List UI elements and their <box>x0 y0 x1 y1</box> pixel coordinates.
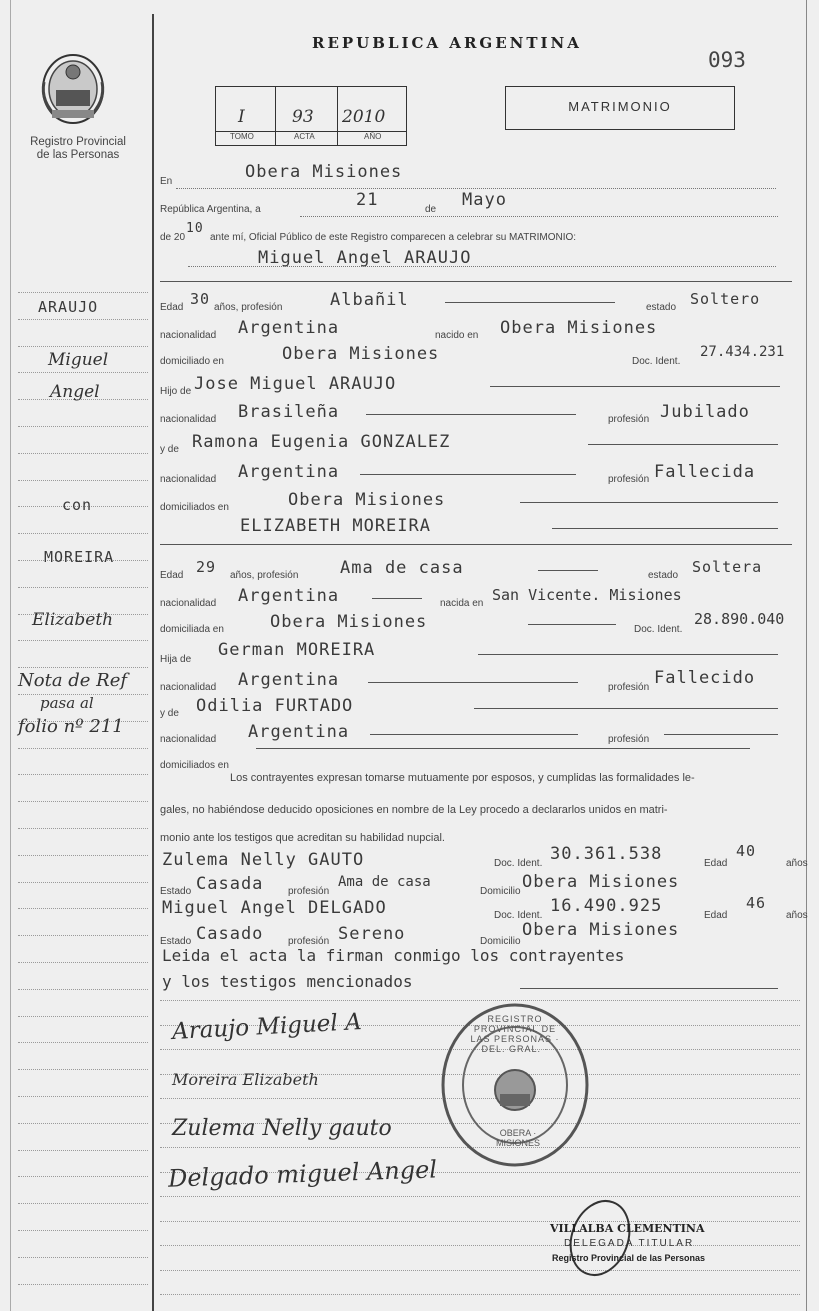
groom-profesion: Albañil <box>330 290 409 310</box>
bride-yde-label: y de <box>160 708 179 719</box>
intro-text: ante mí, Oficial Público de este Registro comparecen a celebrar su MATRIMONIO: <box>210 232 577 243</box>
witness1-name: Zulema Nelly GAUTO <box>162 850 365 870</box>
bride-madre-nac: Argentina <box>248 722 350 742</box>
margin-rule-line <box>18 774 148 775</box>
witness1-prof-label: profesión <box>288 886 330 897</box>
margin-rule-line <box>18 935 148 936</box>
margin-bride-given: Elizabeth <box>32 610 114 630</box>
witness1-doc: 30.361.538 <box>550 844 663 864</box>
groom-estado: Soltero <box>690 290 761 308</box>
body-rule-line <box>160 1294 800 1295</box>
margin-note-2: pasa al <box>40 694 94 712</box>
margin-rule-line <box>18 962 148 963</box>
month-value: Mayo <box>462 190 507 210</box>
bride-padre-prof-label: profesión <box>608 682 650 693</box>
certificate-type-box <box>505 86 735 130</box>
witness2-estado-label: Estado <box>160 936 192 947</box>
margin-rule-line <box>18 748 148 749</box>
groom-yde-label: y de <box>160 444 179 455</box>
bride-anos-prof-label: años, profesión <box>230 570 299 581</box>
day-value: 21 <box>356 190 379 210</box>
witness2-prof-label: profesión <box>288 936 330 947</box>
margin-rule-line <box>18 1284 148 1285</box>
bride-padre-prof: Fallecido <box>654 668 756 688</box>
acta-value: 93 <box>292 107 314 127</box>
anio-value: 2010 <box>342 107 386 127</box>
bride-nacida-label: nacida en <box>440 598 484 609</box>
witness1-doc-label: Doc. Ident. <box>494 858 543 869</box>
witness2-edad: 46 <box>746 894 767 912</box>
certificate-type: MATRIMONIO <box>568 99 672 114</box>
margin-groom-given2: Angel <box>50 382 100 402</box>
margin-rule-line <box>18 989 148 990</box>
center-divider <box>152 14 154 1311</box>
seal-inner-text: OBERA · MISIONES <box>495 1128 540 1148</box>
bride-doc: 28.890.040 <box>694 610 785 628</box>
margin-rule-line <box>18 1069 148 1070</box>
groom-nacionalidad: Argentina <box>238 318 340 338</box>
bride-padre: German MOREIRA <box>218 640 376 660</box>
bride-madre-nac-label: nacionalidad <box>160 734 217 745</box>
margin-rule-line <box>18 1096 148 1097</box>
right-border <box>806 0 807 1311</box>
bride-edad-label: Edad <box>160 570 184 581</box>
witness2-edad-label: Edad <box>704 910 728 921</box>
bride-doms-label: domiciliados en <box>160 760 229 771</box>
seal-text: REGISTRO PROVINCIAL DE LAS PERSONAS · DEL. GRAL. · <box>470 1014 560 1054</box>
margin-groom-surname: ARAUJO <box>38 298 99 316</box>
margin-note-1: Nota de Ref <box>18 670 128 691</box>
groom-madre-nac-label: nacionalidad <box>160 474 217 485</box>
margin-rule-line <box>18 828 148 829</box>
bride-nacida: San Vicente. Misiones <box>492 586 682 604</box>
margin-note-3: folio nº 211 <box>18 716 124 737</box>
witness2-domicilio: Obera Misiones <box>522 920 680 940</box>
left-border <box>10 0 11 1311</box>
bride-madre-prof-label: profesión <box>608 734 650 745</box>
certificate-number: 093 <box>708 48 746 72</box>
margin-rule-line <box>18 855 148 856</box>
margin-rule-line <box>18 882 148 883</box>
bride-profesion: Ama de casa <box>340 558 464 578</box>
bride-doc-label: Doc. Ident. <box>634 624 683 635</box>
groom-dom-label: domiciliado en <box>160 356 224 367</box>
country-title: REPUBLICA ARGENTINA <box>312 34 582 52</box>
groom-doms-label: domiciliados en <box>160 502 229 513</box>
witness2-doc: 16.490.925 <box>550 896 663 916</box>
bride-padre-nac-label: nacionalidad <box>160 682 217 693</box>
groom-hijo-label: Hijo de <box>160 386 192 397</box>
margin-rule-line <box>18 801 148 802</box>
bride-estado-label: estado <box>648 570 679 581</box>
stamp-org: Registro Provincial de las Personas <box>552 1253 706 1263</box>
margin-rule-line <box>18 372 148 373</box>
witness1-estado-label: Estado <box>160 886 192 897</box>
body-rule-line <box>160 1270 800 1271</box>
stamp-name: VILLALBA CLEMENTINA <box>550 1222 705 1235</box>
en-label: En <box>160 176 173 187</box>
margin-rule-line <box>18 667 148 668</box>
witness1-estado: Casada <box>196 874 264 894</box>
groom-padre-nac: Brasileña <box>238 402 340 422</box>
margin-con: con <box>62 496 93 514</box>
margin-rule-line <box>18 1123 148 1124</box>
groom-domicilio: Obera Misiones <box>282 344 440 364</box>
margin-rule-line <box>18 1016 148 1017</box>
margin-rule-line <box>18 1150 148 1151</box>
witness2-doc-label: Doc. Ident. <box>494 910 543 921</box>
witness2-anos-label: años <box>786 910 808 921</box>
witness1-domicilio: Obera Misiones <box>522 872 680 892</box>
bride-madre: Odilia FURTADO <box>196 696 354 716</box>
signature-groom: Araujo Miguel A <box>171 1009 363 1045</box>
groom-doc-label: Doc. Ident. <box>632 356 681 367</box>
groom-nacido: Obera Misiones <box>500 318 658 338</box>
witness1-dom-label: Domicilio <box>480 886 521 897</box>
groom-edad: 30 <box>190 290 211 308</box>
tomo-value: I <box>238 107 245 127</box>
witness1-edad-label: Edad <box>704 858 728 869</box>
declaration-line-2: gales, no habiéndose deducido oposiciones en nombre de la Ley procedo a declararlos unidos en matri- <box>160 804 668 816</box>
groom-nac-label: nacionalidad <box>160 330 217 341</box>
bride-nacionalidad: Argentina <box>238 586 340 606</box>
margin-rule-line <box>18 908 148 909</box>
year-prefix: de 20 <box>160 232 186 243</box>
body-rule-line <box>160 1196 800 1197</box>
acta-label: ACTA <box>294 132 315 141</box>
body-rule-line <box>160 1245 800 1246</box>
witness2-profesion: Sereno <box>338 924 406 944</box>
groom-padre-prof: Jubilado <box>660 402 750 422</box>
groom-anos-prof-label: años, profesión <box>214 302 283 313</box>
province-crest-icon <box>38 52 108 126</box>
groom-madre-prof-label: profesión <box>608 474 650 485</box>
groom-nacido-label: nacido en <box>435 330 479 341</box>
bride-nac-label: nacionalidad <box>160 598 217 609</box>
margin-rule-line <box>18 1230 148 1231</box>
margin-groom-given1: Miguel <box>48 350 109 370</box>
signature-bride: Moreira Elizabeth <box>172 1070 319 1089</box>
bride-domicilio: Obera Misiones <box>270 612 428 632</box>
margin-rule-line <box>18 640 148 641</box>
witness1-edad: 40 <box>736 842 757 860</box>
margin-rule-line <box>18 346 148 347</box>
republica-label: República Argentina, a <box>160 204 261 215</box>
margin-rule-line <box>18 292 148 293</box>
witness1-profesion: Ama de casa <box>338 874 431 890</box>
groom-edad-label: Edad <box>160 302 184 313</box>
groom-padre-prof-label: profesión <box>608 414 650 425</box>
groom-padres-dom: Obera Misiones <box>288 490 446 510</box>
stamp-role: DELEGADA TITULAR <box>564 1238 695 1249</box>
margin-rule-line <box>18 453 148 454</box>
declaration-line-3: monio ante los testigos que acreditan su habilidad nupcial. <box>160 832 445 844</box>
year-suffix: 10 <box>186 221 204 236</box>
margin-rule-line <box>18 319 148 320</box>
witness2-name: Miguel Angel DELGADO <box>162 898 387 918</box>
declaration-line-1: Los contrayentes expresan tomarse mutuamente por esposos, y cumplidas las formalidades le- <box>230 772 695 784</box>
registry-name: Registro Provincial de las Personas <box>30 136 126 161</box>
tomo-label: TOMO <box>230 132 254 141</box>
anio-label: AÑO <box>364 132 382 141</box>
groom-madre: Ramona Eugenia GONZALEZ <box>192 432 451 452</box>
margin-rule-line <box>18 1203 148 1204</box>
groom-estado-label: estado <box>646 302 677 313</box>
bride-edad: 29 <box>196 558 217 576</box>
bride-estado: Soltera <box>692 558 763 576</box>
witness1-anos-label: años <box>786 858 808 869</box>
witness2-estado: Casado <box>196 924 264 944</box>
witness2-dom-label: Domicilio <box>480 936 521 947</box>
groom-padre-nac-label: nacionalidad <box>160 414 217 425</box>
signature-witness2: Delgado miguel Angel <box>167 1155 438 1193</box>
bride-padre-nac: Argentina <box>238 670 340 690</box>
margin-bride-surname: MOREIRA <box>44 548 115 566</box>
closing-line-1: Leida el acta la firman conmigo los contrayentes <box>162 946 625 965</box>
margin-rule-line <box>18 533 148 534</box>
margin-rule-line <box>18 1176 148 1177</box>
groom-doc: 27.434.231 <box>700 344 785 360</box>
margin-rule-line <box>18 1042 148 1043</box>
signature-witness1: Zulema Nelly gauto <box>172 1116 392 1141</box>
groom-full-name: Miguel Angel ARAUJO <box>258 248 472 268</box>
margin-rule-line <box>18 480 148 481</box>
de-label: de <box>425 204 437 215</box>
bride-full-name: ELIZABETH MOREIRA <box>240 516 431 536</box>
groom-padre: Jose Miguel ARAUJO <box>194 374 397 394</box>
closing-line-2: y los testigos mencionados <box>162 972 413 991</box>
bride-dom-label: domiciliada en <box>160 624 224 635</box>
groom-madre-nac: Argentina <box>238 462 340 482</box>
body-rule-line <box>160 1000 800 1001</box>
margin-rule-line <box>18 1257 148 1258</box>
groom-madre-prof: Fallecida <box>654 462 756 482</box>
tomo-acta-anio-box <box>215 86 407 146</box>
place-value: Obera Misiones <box>245 162 403 182</box>
margin-rule-line <box>18 587 148 588</box>
margin-rule-line <box>18 426 148 427</box>
bride-hija-label: Hija de <box>160 654 192 665</box>
